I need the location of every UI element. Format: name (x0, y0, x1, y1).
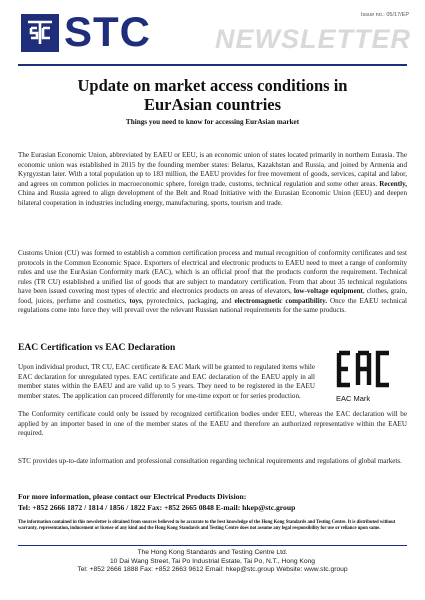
paragraph-text: Once the EAEU technical regulations come into force they will prevail over the relevant Russian national requirements for the same products. (18, 296, 407, 314)
footer-company: The Hong Kong Standards and Testing Centre Ltd. (137, 549, 288, 556)
newsletter-label: NEWSLETTER (215, 24, 411, 54)
paragraph-text: , clothes, grain, food, juices, perfume and cosmetics, (18, 287, 407, 305)
section-title-eac: EAC Certification vs EAC Declaration (18, 343, 176, 353)
brand-name: STC (64, 8, 151, 55)
paragraph-eaeu-intro (18, 151, 407, 208)
paragraph-stc-services: STC provides up-to-date information and professional consultation regarding technical requirements and regulations of global markets. (18, 457, 402, 465)
paragraph-text: The Eurasian Economic Union, abbreviated by EAEU or EEU, is an economic union of states located primarily in northern Eurasia. The economic union was established in 2015 by the founding member states: Belarus, Kazakhstan and Russia, and joined by Armenia and Kyrgyzstan later. With a total population up to 183 million, the EAEU provides for free movement of goods, services, capital and labor, and agrees on common policies in macroeconomic sphere, foreign trade, customs, technical regulation and some other areas. (18, 151, 407, 188)
stc-logo-mark (21, 14, 59, 52)
disclaimer-text: The information contained in this newsletter is obtained from sources believed to be accurate to the best knowledge of the Hong Kong Standards and Testing Centre. It is distributed without warranty, representation, inducement or license of any kind and the Hong Kong Standards and Testing Centre does not assume any legal responsibility for use or reliance upon same. (18, 520, 396, 532)
eac-mark-caption: EAC Mark (336, 394, 371, 403)
paragraph-eac-certificate: Upon individual product, TR CU, EAC certificate & EAC Mark will be granted to regulated items while EAC declaration for unregulated types. EAC certificate and EAC declaration of the EAEU apply in all member states within the EAEU and are valid up to 5 years. They need to be registered in the EAEU member states. The application can proceed differently for one-time export or for series production. (18, 363, 315, 400)
newsletter-header (0, 0, 425, 66)
footer (0, 549, 425, 575)
article-subtitle: Things you need to know for accessing EurAsian market (125, 118, 300, 126)
contact-details: Tel: +852 2666 1872 / 1814 / 1856 / 1822 Fax: +852 2665 0848 E-mail: hkep@stc.group (18, 503, 296, 512)
paragraph-text: China and Russia agreed to align development of the Belt and Road Initiative with the Eurasian Economic Union (EEU) and deepen bilateral cooperation in industries including energy, manufacturing, sports, tourism and trade. (18, 189, 407, 207)
issue-number: Issue no.: 05/17/EP (360, 12, 409, 18)
footer-contacts: Tel: +852 2666 1888 Fax: +852 2663 9612 Email: hkep@stc.group Website: www.stc.group (77, 566, 348, 574)
paragraph-bold: Recently, (379, 179, 407, 188)
footer-address: 10 Dai Wang Street, Tai Po Industrial Estate, Tai Po, N.T., Hong Kong (109, 557, 316, 565)
article-title-line-2: EurAsian countries (143, 95, 282, 114)
article-title (18, 76, 407, 114)
paragraph-customs-union (18, 249, 407, 316)
paragraph-bold: electromagnetic compatibility. (234, 296, 327, 305)
stc-logo-icon (23, 16, 57, 50)
contact-heading: For more information, please contact our Electrical Products Division: (18, 492, 247, 501)
paragraph-conformity-certificate: The Conformity certificate could only be issued by recognized certification bodies under EEU, whereas the EAC declaration will be applied by an importer based in one of the member states of the EAEU and therefore an authorized representative within the EAEU required. (18, 410, 407, 437)
header-divider (18, 64, 407, 66)
eac-mark-icon (336, 350, 392, 388)
paragraph-text: , pyrotechnics, packaging, and (141, 296, 235, 305)
paragraph-bold: toys (129, 296, 142, 305)
paragraph-text: Customs Union (CU) was formed to establish a common certification process and mutual recognition of conformity certificates and test protocols in the Common Economic Space. Exporters of electrical and electronic products to EAEU need to meet a range of conformity rules and use the EurAsian Conformity mark (EAC), which is an official proof that the products conform the requirement. Technical rules (TR CU) established a unified list of goods that are subject to mandatory certification. From that about 35 technical regulations have been issued covering most types of electric and electronics products on areas of elevators, (18, 249, 407, 295)
paragraph-bold: low-voltage equipment (293, 287, 363, 295)
footer-divider (18, 545, 407, 546)
article-title-line-1: Update on market access conditions in (77, 76, 348, 95)
